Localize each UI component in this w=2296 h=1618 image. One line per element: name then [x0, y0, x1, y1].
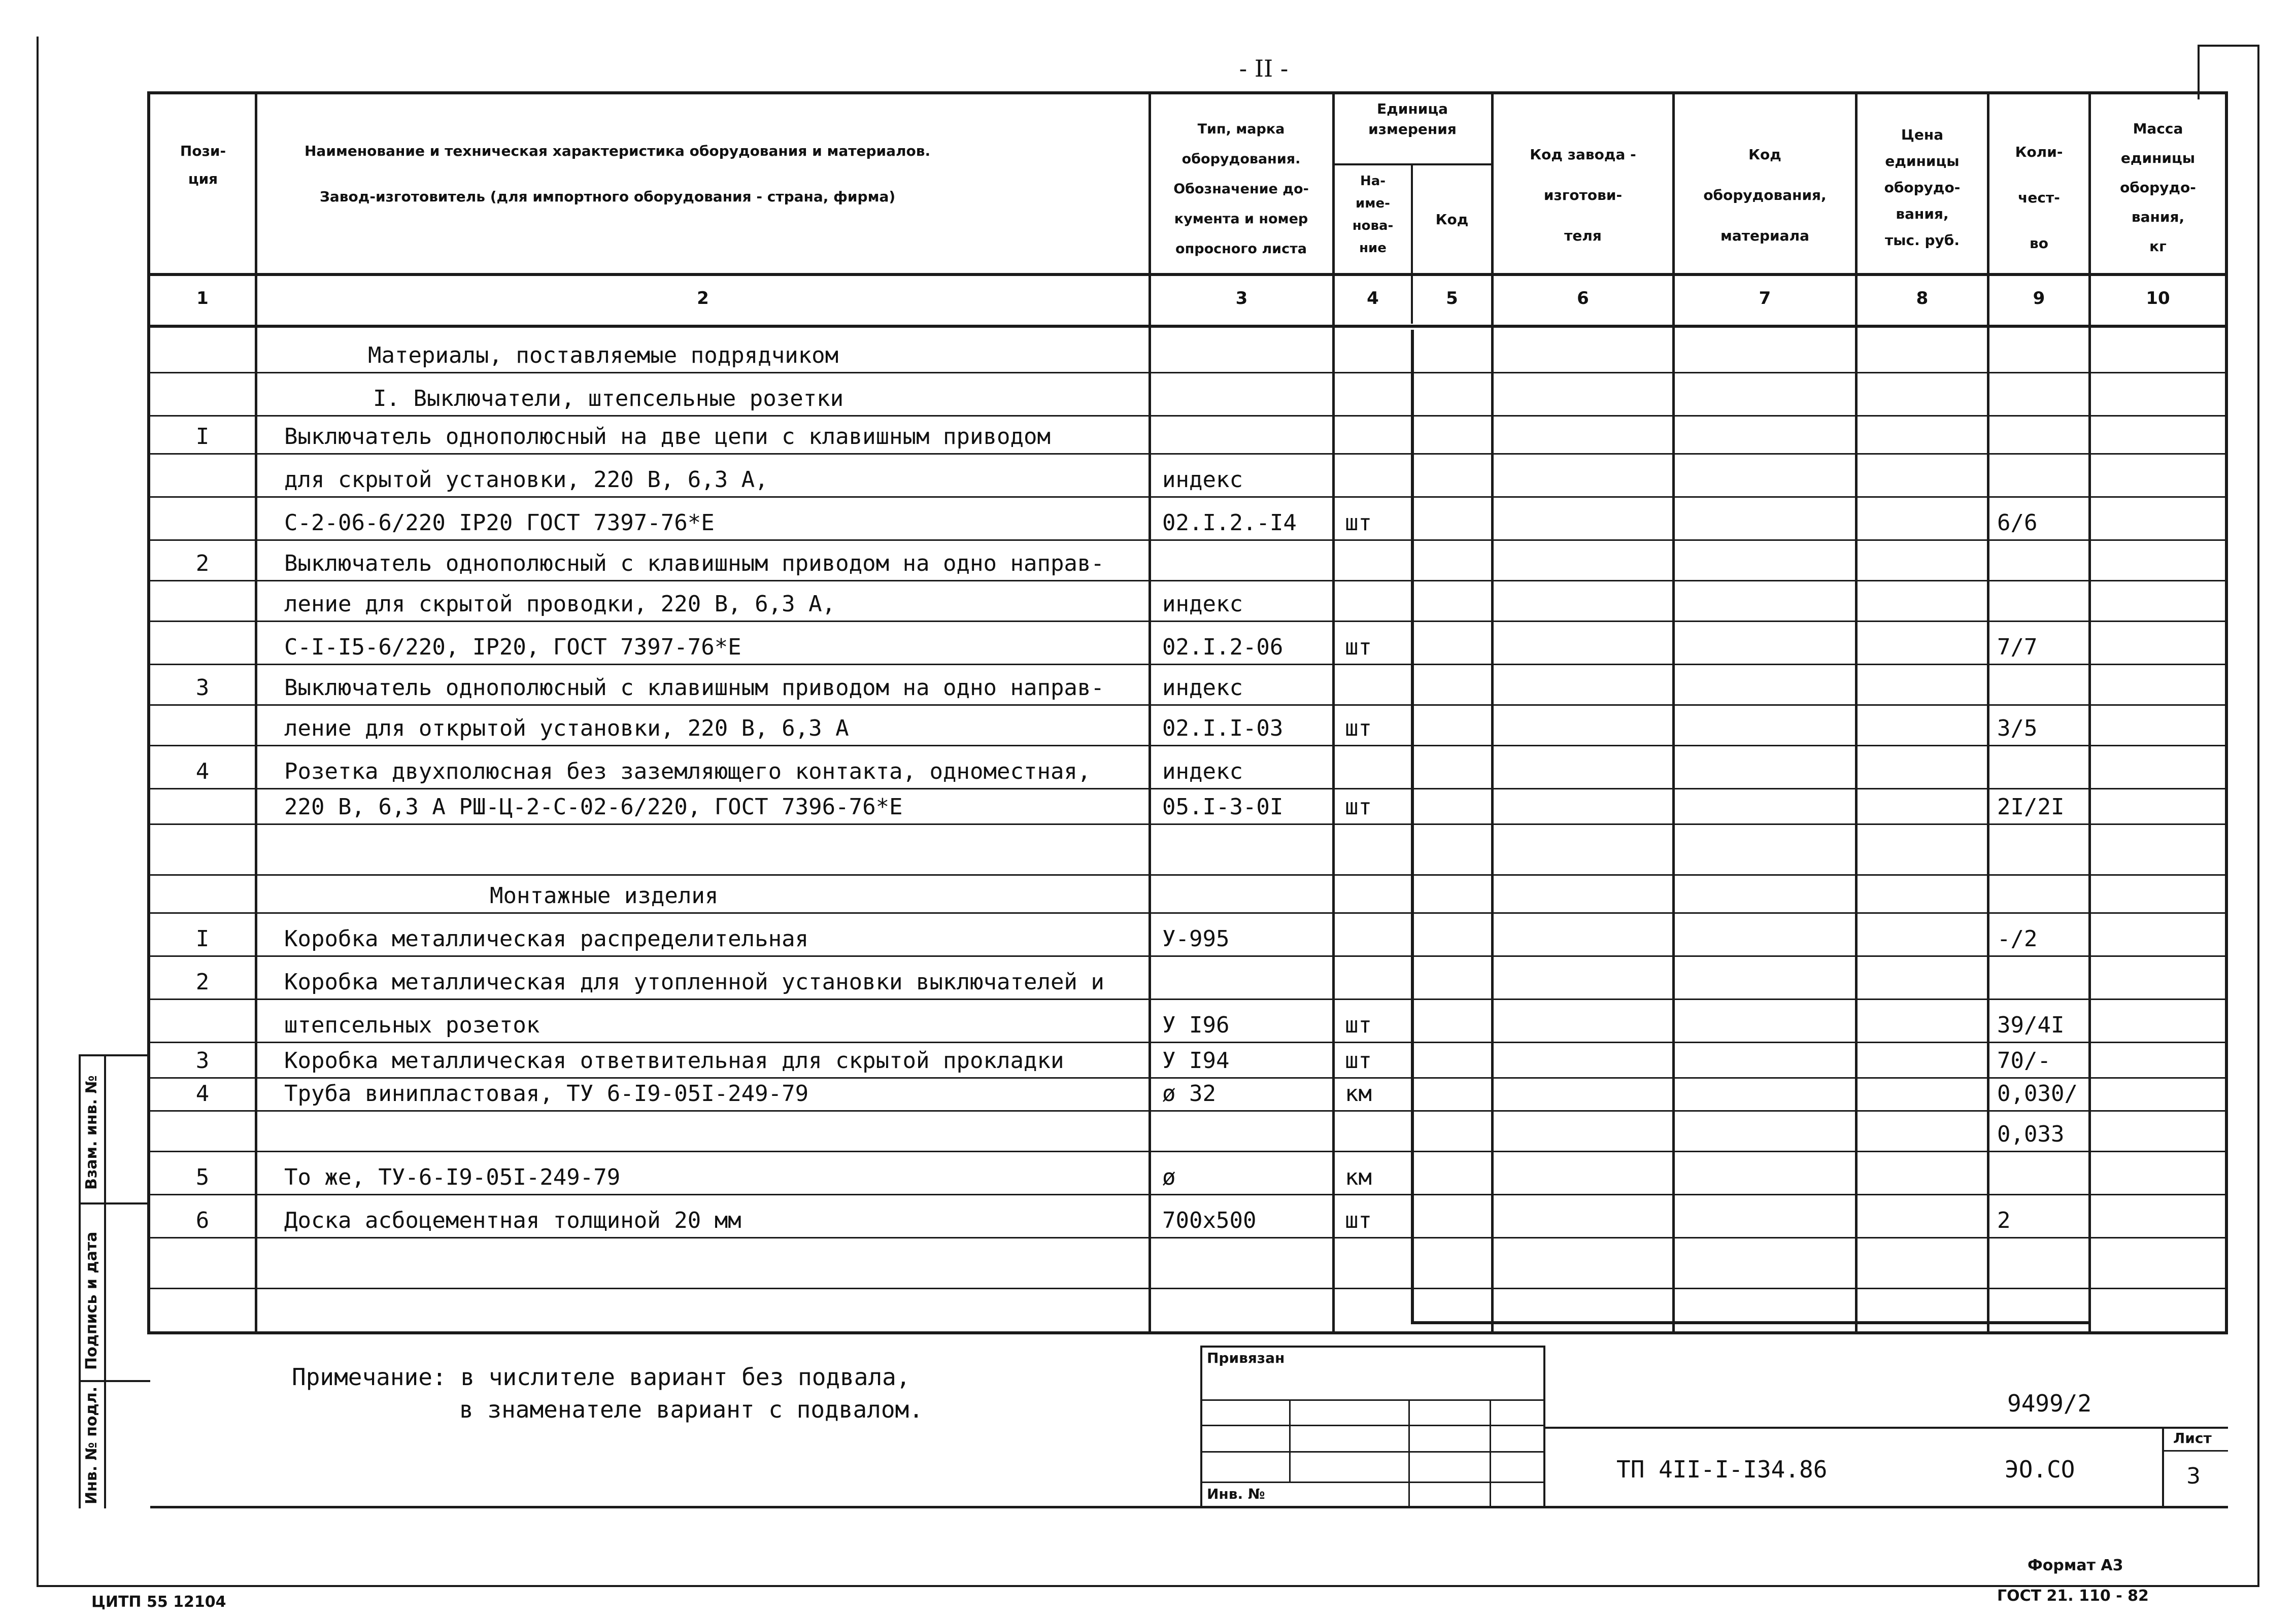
cell-type: 02.I.2.-I4: [1162, 510, 1297, 536]
col-number: 7: [1759, 288, 1771, 308]
cell-name: Труба винипластовая, ТУ 6-I9-05I-249-79: [284, 1081, 809, 1107]
cell-qty: 2: [1997, 1208, 2011, 1233]
cell-qty: 70/-: [1997, 1048, 2051, 1074]
page-number: - II -: [1239, 55, 1289, 82]
footer-gost: ГОСТ 21. 110 - 82: [1997, 1587, 2149, 1605]
table-row: [150, 1111, 2225, 1152]
cell-name: Выключатель однополюсный с клавишным приводом на одно направ-: [284, 550, 1104, 576]
header-price: Цена единицы оборудо- вания, тыс. руб.: [1884, 126, 1961, 249]
cell-qty: 0,030/: [1997, 1081, 2078, 1107]
cell-qty: 39/4I: [1997, 1012, 2065, 1038]
cell-name: штепсельных розеток: [284, 1012, 540, 1038]
cell-type: ø 32: [1162, 1081, 1216, 1107]
header-type: Тип, марка оборудования. Обозначение до- кумента и номер опросного листа: [1173, 121, 1309, 257]
stamp-inv-no: Инв. №: [1207, 1486, 1265, 1502]
col-number: 8: [1916, 288, 1929, 308]
cell-name: Коробка металлическая ответвительная для скрытой прокладки: [284, 1048, 1064, 1074]
cell-pos: I: [195, 926, 210, 952]
header-position: Пози- ция: [180, 143, 226, 187]
cell-qty: -/2: [1997, 926, 2038, 952]
col-number: 2: [697, 288, 709, 308]
cell-name: ление для скрытой проводки, 220 В, 6,3 А,: [284, 591, 836, 617]
col-number: 5: [1446, 288, 1458, 308]
cell-type: У I96: [1162, 1012, 1230, 1038]
sheet-number: 3: [2186, 1463, 2201, 1489]
cell-pos: 3: [195, 1048, 210, 1074]
cell-qty: 0,033: [1997, 1121, 2065, 1147]
cell-type: 05.I-3-0I: [1162, 794, 1284, 820]
cell-name: I. Выключатели, штепсельные розетки: [373, 386, 844, 411]
section-code: ЭО.СО: [2005, 1456, 2075, 1483]
cell-unit: шт: [1345, 794, 1372, 820]
footer-left: ЦИТП 55 12104: [91, 1593, 226, 1611]
cell-unit: шт: [1345, 1012, 1372, 1038]
footer-format: Формат А3: [2028, 1557, 2123, 1574]
cell-name: С-2-06-6/220 IP20 ГОСТ 7397-76*Е: [284, 510, 715, 536]
cell-type: У-995: [1162, 926, 1230, 952]
sheet-label: Лист: [2173, 1430, 2212, 1447]
cell-type: индекс: [1162, 591, 1243, 617]
table-row: [150, 824, 2225, 875]
cell-type: ø: [1162, 1164, 1176, 1190]
cell-unit: шт: [1345, 634, 1372, 660]
stamp-privyazan: Привязан: [1207, 1350, 1285, 1366]
cell-unit: шт: [1345, 1048, 1372, 1074]
cell-type: У I94: [1162, 1048, 1230, 1074]
header-unit-name: На- име- нова- ние: [1352, 174, 1394, 256]
col-number: 6: [1577, 288, 1589, 308]
cell-unit: км: [1345, 1081, 1372, 1107]
side-label-vzam: Взам. инв. №: [83, 1075, 100, 1190]
cell-type: индекс: [1162, 675, 1243, 701]
side-label-inv-podl: Инв. № подл.: [83, 1386, 100, 1504]
cell-unit: км: [1345, 1164, 1372, 1190]
cell-unit: шт: [1345, 715, 1372, 741]
note-line-1: Примечание: в числителе вариант без подвала,: [292, 1363, 910, 1391]
col-number: 3: [1235, 288, 1248, 308]
side-label-podpis: Подпись и дата: [83, 1231, 100, 1370]
cell-name: Материалы, поставляемые подрядчиком: [368, 342, 839, 368]
header-name-line2: Завод-изготовитель (для импортного оборудования - страна, фирма): [320, 188, 896, 205]
header-name-line1: Наименование и техническая характеристика оборудования и материалов.: [305, 143, 931, 159]
cell-name: ление для открытой установки, 220 В, 6,3 А: [284, 715, 849, 741]
header-unit-group: Единица измерения: [1368, 100, 1457, 137]
header-mass: Масса единицы оборудо- вания, кг: [2120, 120, 2196, 255]
note-line-2: в знаменателе вариант с подвалом.: [459, 1396, 923, 1423]
cell-name: Розетка двухполюсная без заземляющего контакта, одноместная,: [284, 759, 1091, 784]
col-number: 1: [196, 288, 209, 308]
cell-unit: шт: [1345, 510, 1372, 536]
cell-qty: 3/5: [1997, 715, 2038, 741]
cell-pos: I: [195, 424, 210, 450]
col-number: 9: [2033, 288, 2045, 308]
header-quantity: Коли- чест- во: [2015, 144, 2063, 252]
table-row: [150, 875, 2225, 913]
header-equipment-code: Код оборудования, материала: [1703, 146, 1827, 244]
cell-name: То же, ТУ-6-I9-05I-249-79: [284, 1164, 621, 1190]
cell-pos: 6: [195, 1208, 210, 1233]
cell-type: индекс: [1162, 467, 1243, 493]
cell-pos: 3: [195, 675, 210, 701]
cell-name: Доска асбоцементная толщиной 20 мм: [284, 1208, 741, 1233]
cell-name: Коробка металлическая распределительная: [284, 926, 809, 952]
cell-pos: 5: [195, 1164, 210, 1190]
cell-name: 220 В, 6,3 А РШ-Ц-2-С-02-6/220, ГОСТ 7396-76*Е: [284, 794, 903, 820]
table-row: [150, 1289, 2225, 1331]
header-factory-code: Код завода - изготови- теля: [1530, 146, 1636, 244]
cell-name: Коробка металлическая для утопленной установки выключателей и: [284, 969, 1104, 995]
cell-type: 700х500: [1162, 1208, 1257, 1233]
cell-name: Выключатель однополюсный с клавишным приводом на одно направ-: [284, 675, 1104, 701]
cell-pos: 4: [195, 1081, 210, 1107]
cell-type: индекс: [1162, 759, 1243, 784]
project-code: ТП 4II-I-I34.86: [1616, 1456, 1828, 1483]
cell-qty: 2I/2I: [1997, 794, 2065, 820]
cell-pos: 2: [195, 550, 210, 576]
col-number: 10: [2146, 288, 2170, 308]
cell-qty: 6/6: [1997, 510, 2038, 536]
cell-unit: шт: [1345, 1208, 1372, 1233]
doc-number: 9499/2: [2007, 1390, 2092, 1417]
table-row: [150, 1238, 2225, 1289]
col-number: 4: [1367, 288, 1379, 308]
cell-type: 02.I.2-06: [1162, 634, 1284, 660]
cell-pos: 2: [195, 969, 210, 995]
header-unit-code: Код: [1435, 211, 1469, 228]
cell-name: С-I-I5-6/220, IP20, ГОСТ 7397-76*Е: [284, 634, 741, 660]
cell-name: Выключатель однополюсный на две цепи с клавишным приводом: [284, 424, 1051, 450]
cell-name: Монтажные изделия: [490, 883, 719, 909]
cell-name: для скрытой установки, 220 В, 6,3 А,: [284, 467, 768, 493]
cell-pos: 4: [195, 759, 210, 784]
cell-type: 02.I.I-03: [1162, 715, 1284, 741]
cell-qty: 7/7: [1997, 634, 2038, 660]
